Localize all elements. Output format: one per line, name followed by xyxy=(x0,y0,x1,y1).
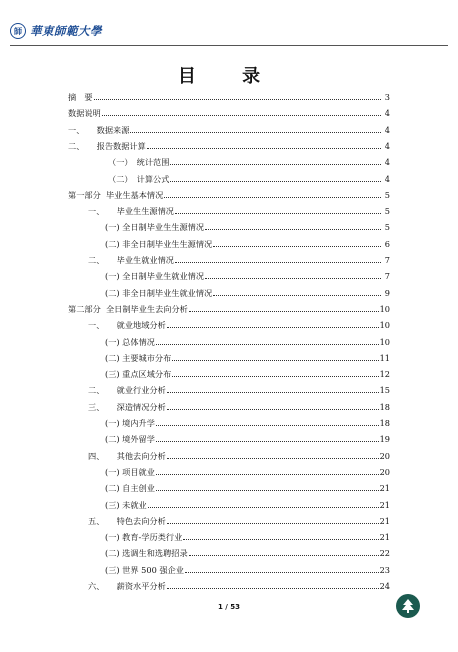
toc-entry-label: (二) 非全日制毕业生生源情况 xyxy=(105,238,213,249)
toc-entry-page: 19 xyxy=(379,434,390,445)
leader-dots xyxy=(183,539,378,540)
leader-dots xyxy=(164,197,381,198)
leader-dots xyxy=(213,295,381,296)
toc-entry-label: (二) 选调生和选聘招录 xyxy=(105,548,188,559)
toc-entry-label: (二) 非全日制毕业生就业情况 xyxy=(105,287,213,298)
toc-entry-label: 摘 要 xyxy=(68,92,93,102)
toc-entry-label: (一) 全日制毕业生就业情况 xyxy=(105,271,205,282)
toc-entry-label: (二) 主要城市分布 xyxy=(105,352,172,363)
leader-dots xyxy=(167,409,379,410)
leader-dots xyxy=(156,344,379,345)
toc-entry[interactable] xyxy=(68,204,390,216)
toc-entry-page: 12 xyxy=(379,369,390,380)
toc-entry-page: 11 xyxy=(379,352,390,363)
toc-entry[interactable] xyxy=(68,481,390,493)
leader-dots xyxy=(156,490,379,491)
leader-dots xyxy=(175,262,381,263)
toc-entry[interactable] xyxy=(68,351,390,363)
page-indicator: 1 / 53 xyxy=(217,603,241,611)
leader-dots xyxy=(172,360,378,361)
toc-entry[interactable] xyxy=(68,302,390,314)
university-emblem-icon xyxy=(396,594,420,618)
toc-entry[interactable] xyxy=(68,155,390,167)
toc-entry-page: 5 xyxy=(384,189,390,200)
leader-dots xyxy=(170,164,381,165)
toc-entry-page: 21 xyxy=(379,499,390,510)
toc-entry[interactable] xyxy=(68,172,390,184)
toc-entry[interactable] xyxy=(68,269,390,281)
toc-entry[interactable] xyxy=(68,465,390,477)
leader-dots xyxy=(175,213,381,214)
leader-dots xyxy=(167,327,379,328)
toc-entry[interactable] xyxy=(68,514,390,526)
leader-dots xyxy=(147,148,381,149)
toc-entry-label: (二) 境外留学 xyxy=(105,434,155,445)
toc-entry-label: 二、 报告数据计算 xyxy=(68,140,146,151)
toc-entry[interactable] xyxy=(68,449,390,461)
leader-dots xyxy=(94,99,381,100)
toc-entry-label: (一) 总体情况 xyxy=(105,336,155,347)
toc-entry[interactable] xyxy=(68,237,390,249)
toc-entry-page: 20 xyxy=(379,466,390,477)
toc-entry-page: 10 xyxy=(379,336,390,347)
toc-entry[interactable] xyxy=(68,530,390,542)
toc-entry-label: （一） 统计范围 xyxy=(108,157,170,168)
toc-entry-page: 22 xyxy=(379,548,390,559)
toc-entry-label: 五、 特色去向分析 xyxy=(88,515,166,526)
toc-entry[interactable] xyxy=(68,432,390,444)
toc-entry-page: 5 xyxy=(384,222,390,233)
toc-entry-label: 四、 其他去向分析 xyxy=(88,450,166,461)
leader-dots xyxy=(167,523,379,524)
toc-entry-label: （二） 计算公式 xyxy=(108,173,170,184)
toc-entry-page: 7 xyxy=(384,271,390,282)
toc-entry[interactable] xyxy=(68,90,390,102)
toc-entry-label: 一、 就业地域分析 xyxy=(88,320,166,331)
toc-entry-page: 7 xyxy=(384,255,390,265)
toc-entry[interactable] xyxy=(68,318,390,330)
toc-entry-label: (三) 未就业 xyxy=(105,499,147,510)
toc-entry-page: 23 xyxy=(379,564,390,575)
toc-entry[interactable] xyxy=(68,188,390,200)
leader-dots xyxy=(189,555,379,556)
leader-dots xyxy=(205,229,381,230)
toc-entry-page: 21 xyxy=(379,483,390,494)
toc-entry-page: 10 xyxy=(379,320,390,331)
toc-entry-page: 24 xyxy=(379,581,390,591)
toc-entry[interactable] xyxy=(68,335,390,347)
leader-dots xyxy=(170,181,381,182)
toc-entry-page: 4 xyxy=(384,124,390,135)
leader-dots xyxy=(205,278,381,279)
toc-entry-page: 18 xyxy=(379,418,390,428)
toc-entry-page: 10 xyxy=(379,303,390,314)
toc-entry-label: (一) 境内升学 xyxy=(105,418,155,428)
toc-entry-label: 数据说明 xyxy=(68,108,101,119)
toc-entry-label: 二、 毕业生就业情况 xyxy=(88,255,174,265)
toc-entry-page: 6 xyxy=(384,238,390,249)
leader-dots xyxy=(156,441,379,442)
toc-entry[interactable] xyxy=(68,498,390,510)
toc-entry-page: 4 xyxy=(384,157,390,168)
leader-dots xyxy=(167,588,379,589)
tree-icon xyxy=(400,598,416,614)
header-divider xyxy=(10,45,448,46)
toc-title: 目 录 xyxy=(177,66,281,87)
toc-entry-label: 六、 薪资水平分析 xyxy=(88,581,166,591)
leader-dots xyxy=(167,458,379,459)
toc-entry[interactable] xyxy=(68,579,390,591)
toc-entry-page: 21 xyxy=(379,532,390,543)
leader-dots xyxy=(102,115,381,116)
toc-entry-page: 15 xyxy=(379,385,390,396)
toc-entry-page: 9 xyxy=(384,287,390,298)
toc-entry[interactable] xyxy=(68,546,390,558)
toc-entry-page: 20 xyxy=(379,450,390,461)
university-header xyxy=(10,20,102,42)
toc-entry[interactable] xyxy=(68,416,390,428)
leader-dots xyxy=(185,572,379,573)
toc-entry-label: (一) 项目就业 xyxy=(105,466,155,477)
university-seal-icon: 師 xyxy=(10,23,26,39)
toc-entry[interactable] xyxy=(68,106,390,118)
toc-entry[interactable] xyxy=(68,563,390,575)
leader-dots xyxy=(148,507,379,508)
toc-entry-label: 第一部分 毕业生基本情况 xyxy=(68,189,164,200)
leader-dots xyxy=(189,311,379,312)
leader-dots xyxy=(156,425,379,426)
toc-entry-label: (二) 自主创业 xyxy=(105,483,155,494)
toc-entry-label: (一) 全日制毕业生生源情况 xyxy=(105,222,205,233)
toc-entry[interactable] xyxy=(68,253,390,265)
leader-dots xyxy=(130,132,381,133)
toc-entry-label: (一) 教育-学历类行业 xyxy=(105,532,183,543)
toc-entry[interactable] xyxy=(68,400,390,412)
toc-entry-label: 一、 数据来源 xyxy=(68,124,130,135)
toc-entry-label: 三、 深造情况分析 xyxy=(88,401,166,412)
leader-dots xyxy=(167,392,379,393)
toc-entry-label: 二、 就业行业分析 xyxy=(88,385,166,396)
toc-entry-page: 4 xyxy=(384,108,390,119)
toc-entry-label: (三) 重点区域分布 xyxy=(105,369,172,380)
toc-entry[interactable] xyxy=(68,123,390,135)
leader-dots xyxy=(172,376,378,377)
toc-entry[interactable] xyxy=(68,286,390,298)
toc-entry-page: 18 xyxy=(379,401,390,412)
toc-entry[interactable] xyxy=(68,367,390,379)
toc-entry-label: (三) 世界 500 强企业 xyxy=(105,564,184,575)
toc-entry-label: 第二部分 全日制毕业生去向分析 xyxy=(68,303,188,314)
toc-entry[interactable] xyxy=(68,220,390,232)
leader-dots xyxy=(213,246,381,247)
university-logo-text: 華東師範大學 xyxy=(30,24,102,38)
toc-entry-page: 4 xyxy=(384,173,390,184)
toc-entry-label: 一、 毕业生生源情况 xyxy=(88,206,174,217)
toc-entry-page: 21 xyxy=(379,515,390,526)
toc-entry[interactable] xyxy=(68,139,390,151)
leader-dots xyxy=(156,474,379,475)
toc-entry-page: 5 xyxy=(384,206,390,217)
toc-entry-page: 3 xyxy=(384,92,390,102)
toc-entry[interactable] xyxy=(68,383,390,395)
toc-entry-page: 4 xyxy=(384,140,390,151)
